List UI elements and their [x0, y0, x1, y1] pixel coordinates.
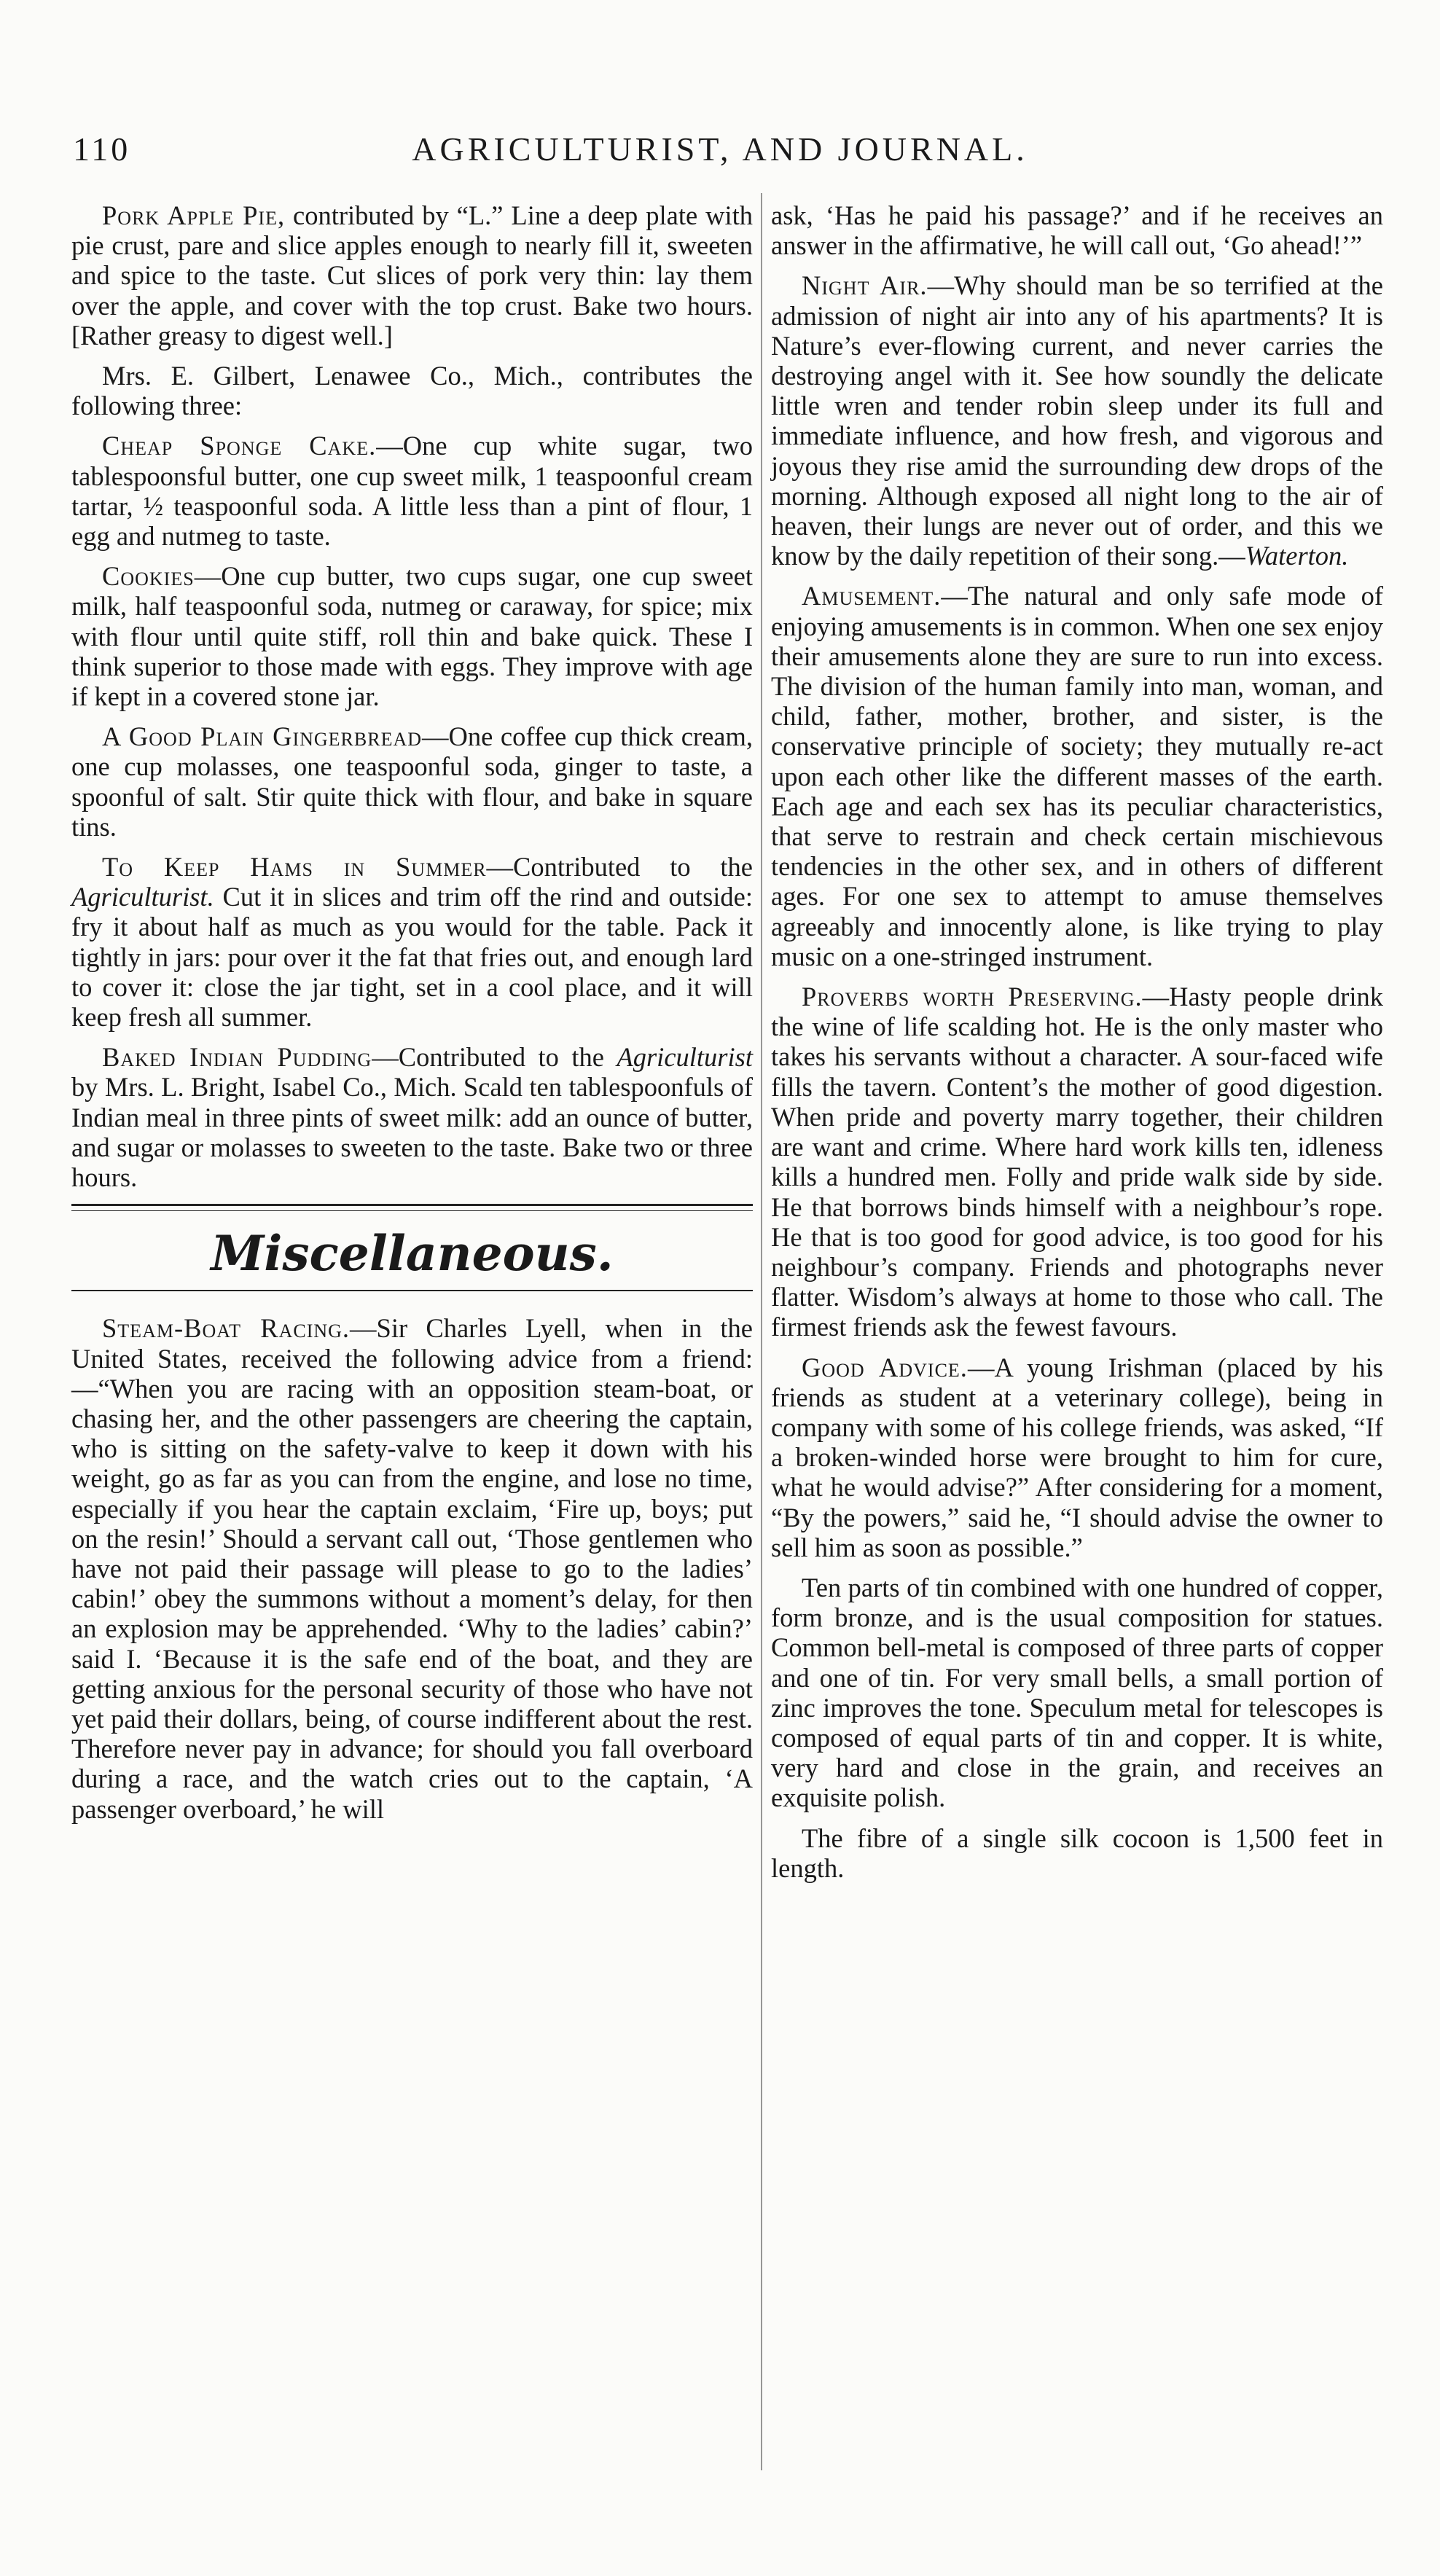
article-body: —One coffee cup thick cream, one cup molasses, one teaspoonful soda, ginger to taste, a spoonful of salt. Stir quite thick with flour, and bake in square tins. — [71, 721, 754, 842]
article-body: —Contributed to the — [372, 1042, 617, 1073]
running-head: AGRICULTURIST, AND JOURNAL. — [412, 130, 1028, 168]
article-silk-fibre: The fibre of a single silk cocoon is 1,500 feet in length. — [771, 1823, 1383, 1883]
article-night-air — [771, 270, 1383, 571]
source-name: Agriculturist. — [71, 882, 214, 912]
article-tin-alloys: Ten parts of tin combined with one hundred of copper, form bronze, and is the usual composition for statues. Common bell-metal is composed of three parts of copper and one of tin. For very small bells, a small portion of zinc improves the tone. Speculum metal for telescopes is composed of equal parts of tin and copper. It is white, very hard and close in the grain, and receives an exquisite polish. — [771, 1572, 1383, 1813]
left-column — [71, 200, 753, 1834]
section-rule — [71, 1204, 753, 1211]
article-heading: Baked Indian Pudding — [102, 1042, 372, 1073]
article-heading: Cookies — [102, 561, 195, 592]
article-heading: Amusement. — [802, 581, 942, 611]
article-body: —One cup butter, two cups sugar, one cup sweet milk, half teaspoonful soda, nutmeg or caraway, for spice; mix with flour until quite stiff, roll thin and bake quick. These I think superior to those made with eggs. They improve with age if kept in a covered stone jar. — [71, 561, 753, 712]
article-steamboat-racing — [71, 1313, 753, 1823]
article-heading: Proverbs worth Preserving. — [802, 982, 1143, 1012]
source-name: Agriculturist — [617, 1042, 753, 1073]
article-keep-hams — [71, 852, 753, 1032]
article-sponge-cake — [71, 431, 753, 551]
article-body: —Sir Charles Lyell, when in the United States, received the following advice from a friend:—“When you are racing with an opposition steam-boat, or chasing her, and the other passengers are cheering the captain, who is sitting on the safety-valve to keep it down with his weight, go as far as you can from the engine, and lose no time, especially if you hear the captain exclaim, ‘Fire up, boys; put on the resin!’ Should a servant call out, ‘Those gentlemen who have not paid their passage will please to go to the ladies’ cabin!’ obey the summons without a moment’s delay, for then an explosion may be apprehended. ‘Why to the ladies’ cabin?’ said I. ‘Because it is the safe end of the boat, and they are getting anxious for the personal security of those who have not yet paid their dollars, being, of course indifferent about the rest. Therefore never pay in advance; for should you fall overboard during a race, and the watch cries out to the captain, ‘A passenger overboard,’ he will — [71, 1313, 753, 1824]
article-cookies — [71, 561, 753, 711]
article-proverbs — [771, 982, 1383, 1342]
section-rule — [71, 1290, 753, 1291]
contributor-intro: Mrs. E. Gilbert, Lenawee Co., Mich., contributes the following three: — [71, 361, 753, 421]
article-indian-pudding — [71, 1042, 753, 1192]
article-gingerbread — [71, 721, 753, 842]
article-body: —Hasty people drink the wine of life scalding hot. He is the only master who takes his servants without a character. A sour-faced wife fills the tavern. Content’s the mother of good digestion. When pride and poverty marry together, their children are want and crime. Where hard work kills ten, idleness kills a hundred men. Folly and pride walk side by side. He that borrows binds himself with a neighbour’s rope. He that is too good for good advice, is too good for his neighbour’s company. Friends and photographs never flatter. Wisdom’s always at home to those who call. The firmest friends ask the fewest favours. — [771, 982, 1383, 1342]
article-body: —Contributed to the — [486, 852, 754, 882]
article-body: —One cup white sugar, two tablespoonsful butter, one cup sweet milk, 1 teaspoonful cream tartar, ½ teaspoonful soda. A little less than a pint of flour, 1 egg and nutmeg to taste. — [71, 431, 753, 552]
article-heading: A Good Plain Gingerbread — [102, 721, 423, 752]
article-heading: Night Air. — [802, 270, 928, 301]
article-heading: Cheap Sponge Cake. — [102, 431, 377, 461]
article-heading: Good Advice. — [802, 1352, 968, 1382]
source-name: Waterton. — [1245, 541, 1349, 571]
article-good-advice — [771, 1352, 1383, 1562]
right-column — [771, 200, 1383, 1893]
article-body: Cut it in slices and trim off the rind and outside: fry it about half as much as you would for the table. Pack it tightly in jars: pour over it the fat that fries out, and enough lard to cover it: close the jar tight, set in a cool place, and it will keep fresh all summer. — [71, 882, 753, 1033]
article-body: —The natural and only safe mode of enjoying amusements is in common. When one sex enjoy their amusements alone they are sure to run into excess. The division of the human family into man, woman, and child, father, mother, brother, and sister, is the conservative principle of society; they mutually re-act upon each other like the different masses of the earth. Each age and each sex has its peculiar characteristics, that serve to restrain and check certain mischievous tendencies in the other sex, and in others of different ages. For one sex to attempt to amuse themselves agreeably and innocently alone, is like trying to play music on a one-stringed instrument. — [771, 581, 1383, 971]
article-heading: Pork Apple Pie, — [102, 200, 286, 230]
article-body: —A young Irishman (placed by his friends as student at a veterinary college), being in company with some of his college friends, was asked, “If a broken-winded horse were brought to him for cure, what he would advise?” After considering for a moment, “By the powers,” said he, “I should advise the owner to sell him as soon as possible.” — [771, 1352, 1383, 1562]
article-continuation: ask, ‘Has he paid his passage?’ and if he receives an answer in the affirmative, he will call out, ‘Go ahead!’” — [771, 200, 1383, 261]
column-divider — [761, 193, 762, 2470]
article-body: —Why should man be so terrified at the admission of night air into any of his apartments? It is Nature’s ever-flowing current, and never carries the destroying angel with it. See how soundly the delicate little wren and tender robin sleep under its full and immediate influence, and how fresh, and vigorous and joyous they rise amid the surrounding dew drops of the morning. Although exposed all night long to the air of heaven, their lungs are never out of order, and this we know by the daily repetition of their song.— — [771, 270, 1383, 571]
article-body: by Mrs. L. Bright, Isabel Co., Mich. Scald ten tablespoonfuls of Indian meal in three pints of sweet milk: add an ounce of butter, and sugar or molasses to sweeten to the taste. Bake two or three hours. — [71, 1072, 753, 1193]
page-number: 110 — [73, 130, 131, 168]
article-pork-apple-pie — [71, 200, 753, 351]
article-body: contributed by “L.” Line a deep plate with pie crust, pare and slice apples enough to nearly fill it, sweeten and spice to the taste. Cut slices of pork very thin: lay them over the apple, and cover with the top crust. Bake two hours. [Rather greasy to digest well.] — [71, 200, 753, 351]
article-heading: Steam-Boat Racing. — [102, 1313, 351, 1344]
article-heading: To Keep Hams in Summer — [102, 852, 487, 882]
section-title: Miscellaneous. — [211, 1225, 614, 1283]
article-amusement — [771, 581, 1383, 971]
